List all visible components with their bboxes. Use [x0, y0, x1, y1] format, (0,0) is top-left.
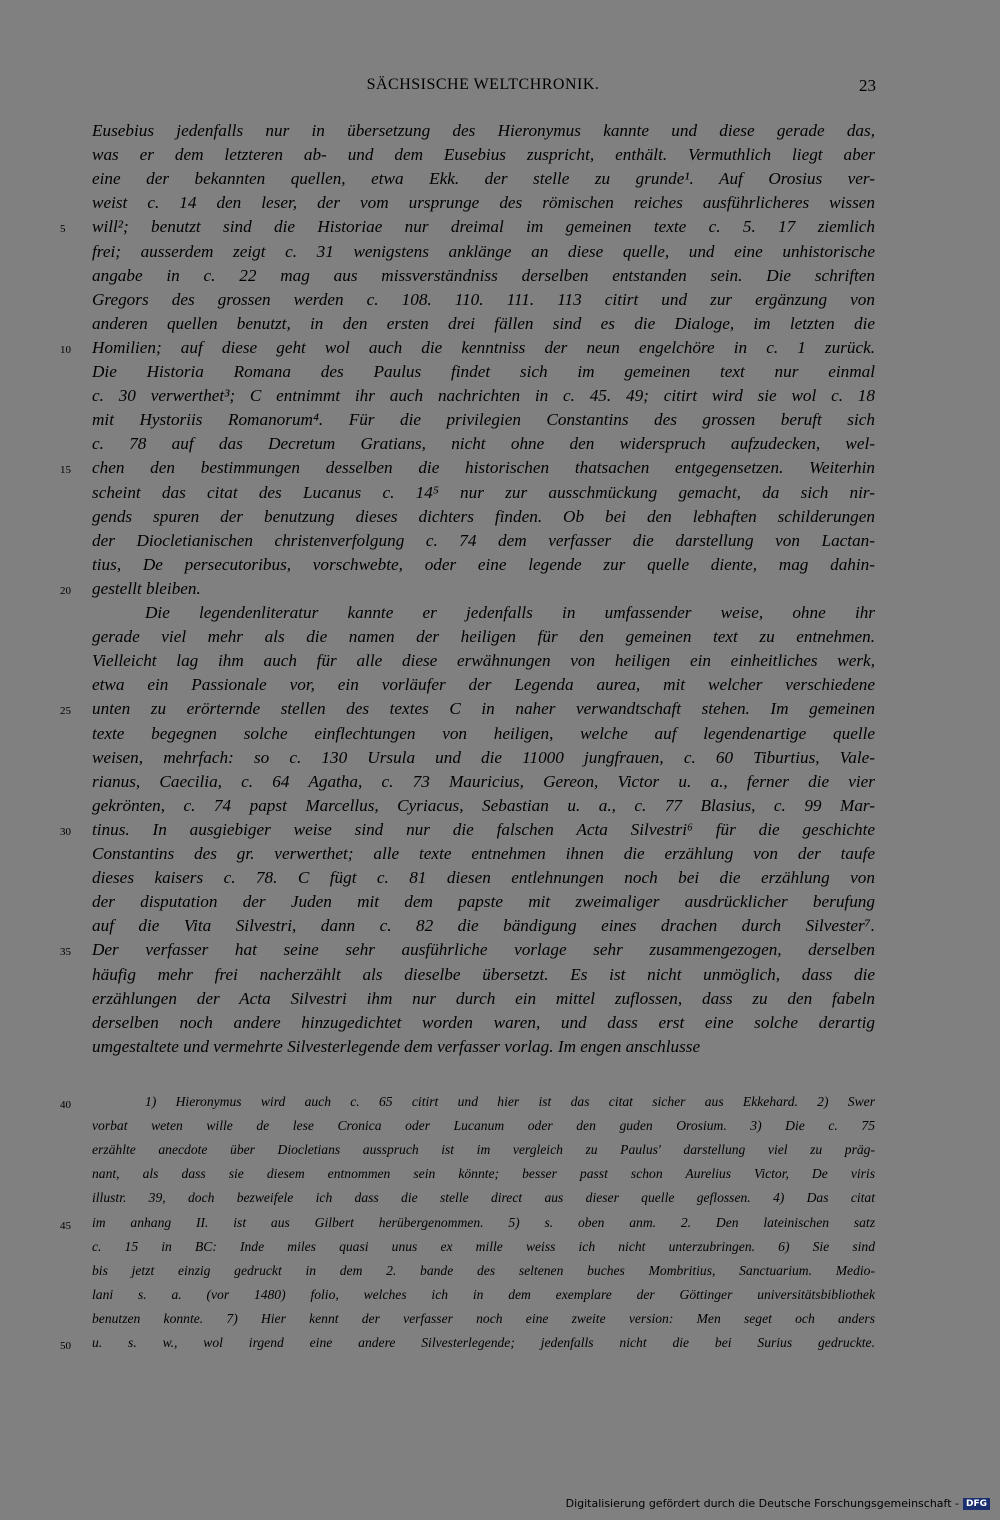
text-line: Homilien; auf diese geht wol auch die kenntniss der neun engelchöre in c. 1 zurück. [92, 337, 875, 357]
line-number: 35 [60, 946, 71, 959]
text-line: eine der bekannten quellen, etwa Ekk. der stelle zu grunde¹. Auf Orosius ver- [92, 169, 875, 189]
footnote-line: u. s. w., wol irgend eine andere Silvesterlegende; jedenfalls nicht die bei Surius gedruckte. [92, 1335, 875, 1350]
text-line: weist c. 14 den leser, der vom ursprunge des römischen reiches ausführlicheres wissen [92, 193, 875, 213]
line-number: 5 [60, 223, 66, 236]
text-line: tius, De persecutoribus, vorschwebte, oder eine legende zur quelle diente, mag dahin- [92, 554, 875, 574]
line-number: 30 [60, 825, 71, 838]
text-line: erzählungen der Acta Silvestri ihm nur durch ein mittel zuflossen, dass zu den fabeln [92, 988, 875, 1008]
footnote-line-number: 50 [60, 1340, 71, 1352]
footnote-line-number: 40 [60, 1099, 71, 1111]
text-line: Constantins des gr. verwerthet; alle texte entnehmen ihnen die erzählung von der taufe [92, 844, 875, 863]
text-line: rianus, Caecilia, c. 64 Agatha, c. 73 Mauricius, Gereon, Victor u. a., ferner die vier [92, 771, 875, 791]
footnote-line: illustr. 39, doch bezweifele ich dass die stelle direct aus dieser quelle geflossen. 4) Das citat [92, 1190, 875, 1206]
text-line: frei; ausserdem zeigt c. 31 wenigstens anklänge an diese quelle, und eine unhistorische [92, 241, 875, 261]
text-line: gerade viel mehr als die namen der heiligen für den gemeinen text zu entnehmen. [92, 627, 875, 647]
dfg-logo: DFG [963, 1498, 990, 1510]
text-line: c. 30 verwerthet³; C entnimmt ihr auch nachrichten in c. 45. 49; citirt wird sie wol c. 18 [92, 386, 875, 406]
footnote-line: 1) Hieronymus wird auch c. 65 citirt und hier ist das citat sicher aus Ekkehard. 2) Swer [145, 1094, 875, 1109]
running-title: SÄCHSISCHE WELTCHRONIK. [366, 76, 600, 93]
text-line: mit Hystoriis Romanorum⁴. Für die privilegien Constantins des grossen beruft sich [92, 410, 875, 430]
text-line: angabe in c. 22 mag aus missverständniss derselben entstanden sein. Die schriften [92, 265, 875, 285]
text-line: will²; benutzt sind die Historiae nur dreimal im gemeinen texte c. 5. 17 ziemlich [92, 217, 875, 237]
text-line: scheint das citat des Lucanus c. 14⁵ nur zur ausschmückung gemacht, da sich nir- [92, 482, 875, 502]
text-line: Der verfasser hat seine sehr ausführliche vorlage sehr zusammengezogen, derselben [92, 940, 875, 960]
running-header [90, 76, 876, 100]
line-number: 20 [60, 584, 71, 597]
text-line: häufig mehr frei nacherzählt als dieselbe übersetzt. Es ist nicht unmöglich, dass die [92, 964, 875, 984]
footnote-line-number: 45 [60, 1219, 71, 1232]
line-number: 10 [60, 343, 71, 356]
text-line: texte begegnen solche einflechtungen von heiligen, welche auf legendenartige quelle [92, 723, 875, 743]
text-line: tinus. In ausgiebiger weise sind nur die falschen Acta Silvestri⁶ für die geschichte [92, 819, 875, 839]
text-line: chen den bestimmungen desselben die historischen thatsachen entgegensetzen. Weiterhin [92, 458, 875, 478]
text-line: umgestaltete und vermehrte Silvesterlegende dem verfasser vorlag. Im engen anschlusse [92, 1036, 701, 1056]
line-number: 25 [60, 705, 71, 718]
footnote-line: im anhang II. ist aus Gilbert herübergenommen. 5) s. oben anm. 2. Den lateinischen satz [92, 1214, 875, 1230]
footnote-line: lani s. a. (vor 1480) folio, welches ich in dem exemplare der Göttinger universitätsbibliothek [92, 1286, 875, 1302]
line-number: 15 [60, 464, 71, 477]
footnote-line: erzählte anecdote über Diocletians ausspruch ist im vergleich zu Paulus' darstellung viel zu präg- [92, 1142, 875, 1158]
text-line: Vielleicht lag ihm auch für alle diese erwähnungen von heiligen ein einheitliches werk, [92, 651, 875, 671]
text-line: Die Historia Romana des Paulus findet sich im gemeinen text nur einmal [92, 362, 875, 381]
text-line: was er dem letzteren ab- und dem Eusebius zuspricht, enthält. Vermuthlich liegt aber [92, 145, 875, 165]
text-line: c. 78 auf das Decretum Gratians, nicht ohne den widerspruch aufzudecken, wel- [92, 434, 875, 454]
footnote-line: benutzen konnte. 7) Hier kennt der verfasser noch eine zweite version: Men seget och anders [92, 1310, 875, 1326]
page-number: 23 [859, 76, 876, 95]
text-line: Die legendenliteratur kannte er jedenfalls in umfassender weise, ohne ihr [145, 603, 875, 622]
footnote-line: nant, als dass sie diesem entnommen sein könnte; besser passt schon Aurelius Victor, De viris [92, 1166, 875, 1182]
text-line: unten zu erörternde stellen des textes C in naher verwandtschaft stehen. Im gemeinen [92, 699, 875, 719]
funding-footer [566, 1497, 990, 1510]
footer-text: Digitalisierung gefördert durch die Deutsche Forschungsgemeinschaft - [565, 1497, 959, 1510]
text-line: der Diocletianischen christenverfolgung c. 74 dem verfasser die darstellung von Lactan- [92, 530, 875, 550]
text-line: gends spuren der benutzung dieses dichters finden. Ob bei den lebhaften schilderungen [92, 506, 875, 526]
text-line: Gregors des grossen werden c. 108. 110. 111. 113 citirt und zur ergänzung von [92, 289, 875, 309]
text-line: anderen quellen benutzt, in den ersten drei fällen sind es die Dialoge, im letzten die [92, 313, 875, 333]
text-line: Eusebius jedenfalls nur in übersetzung des Hieronymus kannte und diese gerade das, [92, 121, 875, 140]
footnote-line: bis jetzt einzig gedruckt in dem 2. bande des seltenen buches Mombritius, Sanctuarium. Medio- [92, 1262, 875, 1278]
text-line: etwa ein Passionale vor, ein vorläufer der Legenda aurea, mit welcher verschiedene [92, 675, 875, 695]
text-line: gekrönten, c. 74 papst Marcellus, Cyriacus, Sebastian u. a., c. 77 Blasius, c. 99 Mar- [92, 795, 875, 815]
text-line: auf die Vita Silvestri, dann c. 82 die bändigung eines drachen durch Silvester⁷. [92, 916, 875, 936]
text-line: der disputation der Juden mit dem papste mit zweimaliger ausdrücklicher berufung [92, 892, 875, 912]
text-line: derselben noch andere hinzugedichtet worden waren, und dass erst eine solche derartig [92, 1012, 875, 1032]
footnote-line: c. 15 in BC: Inde miles quasi unus ex mille weiss ich nicht unterzubringen. 6) Sie sind [92, 1238, 875, 1254]
text-line: gestellt bleiben. [92, 578, 201, 598]
text-line: weisen, mehrfach: so c. 130 Ursula und die 11000 jungfrauen, c. 60 Tiburtius, Vale- [92, 747, 875, 767]
text-line: dieses kaisers c. 78. C fügt c. 81 diesen entlehnungen noch bei die erzählung von [92, 868, 875, 888]
footnote-line: vorbat weten wille de lese Cronica oder Lucanum oder den guden Orosium. 3) Die c. 75 [92, 1118, 875, 1134]
